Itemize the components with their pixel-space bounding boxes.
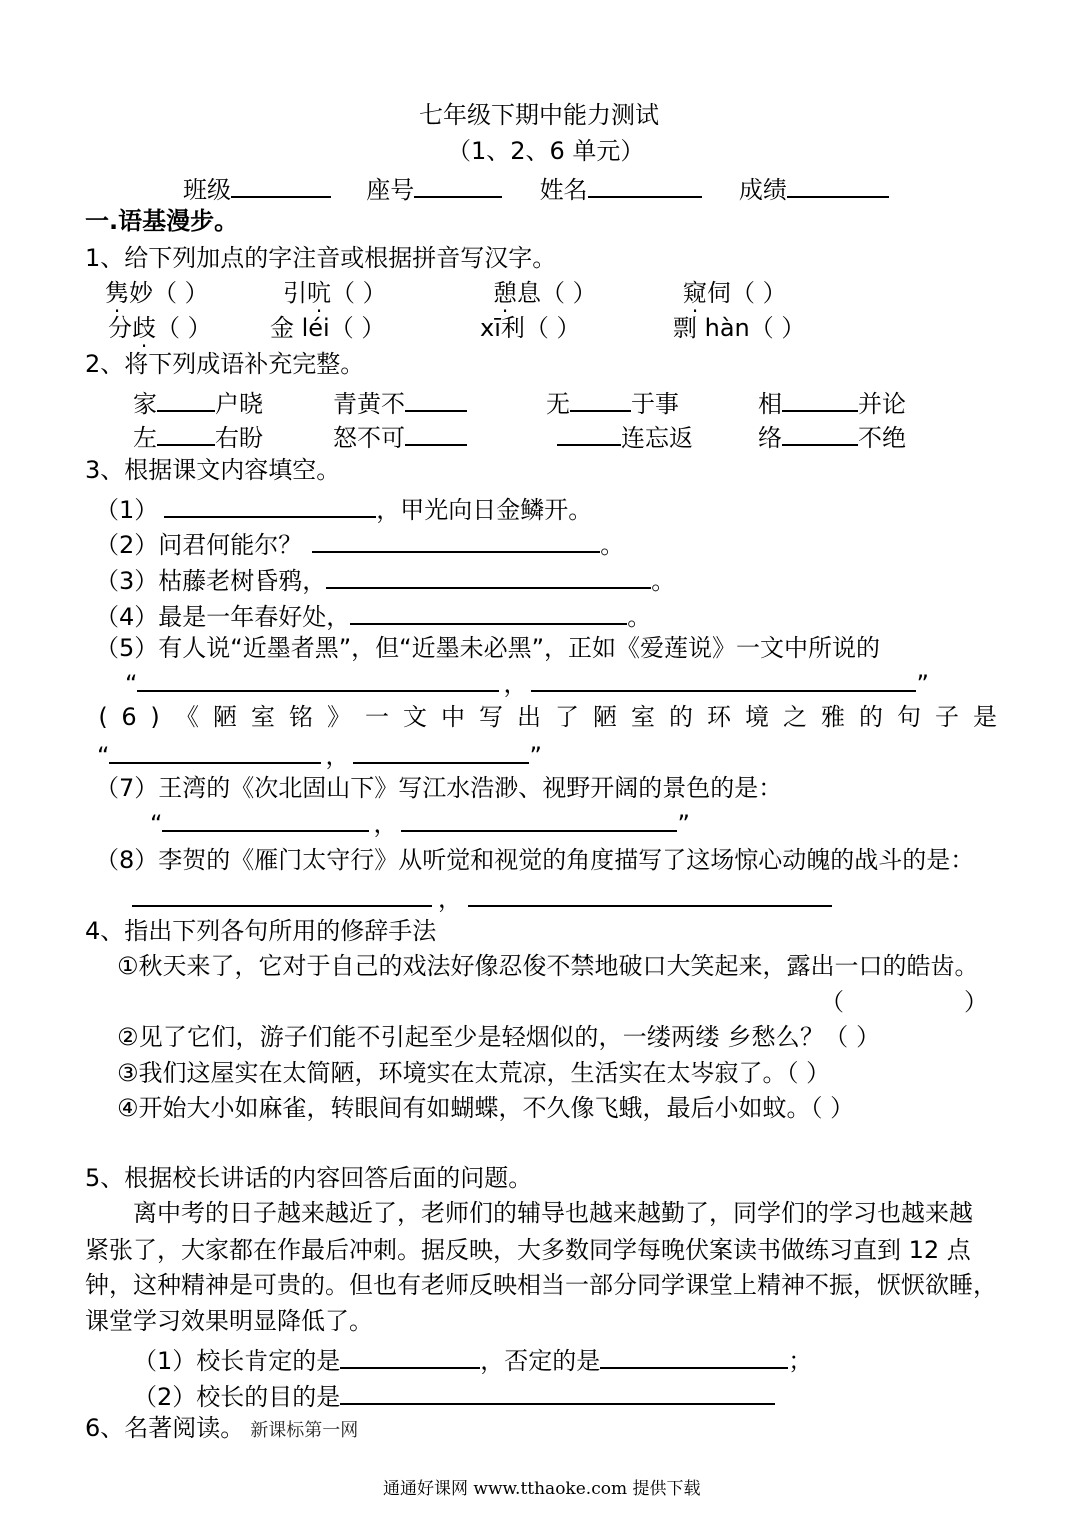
q2-row2-idiom4: 络 不绝 (758, 424, 906, 452)
q3-item5: （5）有人说“近墨者黑”，但“近墨未必黑”，正如《爱莲说》一文中所说的 (95, 634, 881, 662)
q5-para-line2: 紧张了，大家都在作最后冲刺。据反映，大多数同学每晚伏案读书做练习直到 12 点 (85, 1236, 971, 1264)
score-label: 成绩 (738, 176, 787, 204)
q4-sentence3: ③我们这屋实在太简陋，环境实在太荒凉，生活实在太岑寂了。（ ） (117, 1059, 831, 1087)
seat-label: 座号 (366, 176, 415, 204)
q3-item7-blanks: “ ， ” (150, 810, 690, 838)
class-label: 班级 (183, 176, 231, 204)
q3-item1: （1） ，甲光向日金鳞开。 (95, 496, 593, 524)
q3-item6: ( 6 ) 《 陋 室 铭 》 一 文 中 写 出 了 陋 室 的 环 境 之 雅 的 句 子 是 (98, 703, 997, 731)
q3-item3: （3）枯藤老树昏鸦， 。 (95, 567, 676, 595)
q1-row2-item2: 金 léi（ ） (270, 314, 386, 342)
q3-item8: （8）李贺的《雁门太守行》从听觉和视觉的角度描写了这场惊心动魄的战斗的是： (95, 846, 975, 874)
q1-row1-item2: 引吭（ ） (283, 279, 387, 307)
seat-blank[interactable] (414, 174, 502, 198)
q2-row1-idiom2: 青黄不 (333, 388, 467, 416)
q2-row1-idiom1: 家 户晓 (133, 390, 263, 418)
q5-sub2: （2）校长的目的是 (133, 1381, 775, 1409)
class-blank[interactable] (231, 174, 331, 198)
q3-item7: （7）王湾的《次北固山下》写江水浩渺、视野开阔的景色的是： (95, 774, 783, 802)
q4-sentence1: ①秋天来了，它对于自己的戏法好像忍俊不禁地破口大笑起来，露出一口的皓齿。 (117, 952, 979, 980)
q5-para-line4: 课堂学习效果明显降低了。 (85, 1307, 373, 1335)
q3-item6-blanks: “ ， ” (97, 742, 542, 770)
q4-label: 4、指出下列各句所用的修辞手法 (85, 917, 437, 945)
q3-item2: （2）问君何能尔？ 。 (95, 531, 625, 559)
q1-row2-item4: 剽 hàn（ ） (673, 314, 806, 342)
watermark-text: 新课标第一网 (250, 1420, 359, 1441)
page-title: 七年级下期中能力测试 (419, 101, 659, 129)
q1-row1-item3: 憩息（ ） (493, 279, 597, 307)
q5-label: 5、根据校长讲话的内容回答后面的问题。 (85, 1164, 533, 1192)
q1-label: 1、给下列加点的字注音或根据拼音写汉字。 (85, 244, 557, 272)
q2-row2-idiom2: 怒不可 (333, 422, 467, 450)
q3-label: 3、根据课文内容填空。 (85, 456, 341, 484)
q5-sub1: （1）校长肯定的是 ，否定的是 ； (133, 1347, 813, 1375)
q1-row2-item3: xī利（ ） (480, 314, 581, 342)
score-blank[interactable] (787, 174, 889, 198)
q4-sentence2: ②见了它们，游子们能不引起至少是轻烟似的，一缕两缕 乡愁么？（ ） (117, 1023, 881, 1051)
q5-para-line3: 钟，这种精神是可贵的。但也有老师反映相当一部分同学课堂上精神不振，恹恹欲睡， (85, 1271, 997, 1299)
q2-row2-idiom1: 左 右盼 (133, 424, 263, 452)
q2-label: 2、将下列成语补充完整。 (85, 350, 365, 378)
q3-item4: （4）最是一年春好处， 。 (95, 603, 652, 631)
q5-para-line1: 离中考的日子越来越近了，老师们的辅导也越来越勤了，同学们的学习也越来越 (133, 1199, 973, 1227)
q4-sentence4: ④开始大小如麻雀，转眼间有如蝴蝶，不久像飞蛾，最后小如蚊。（ ） (117, 1094, 855, 1122)
q2-row1-idiom3: 无 于事 (546, 390, 679, 418)
name-label: 姓名 (539, 176, 588, 204)
q4-answer1: （ ） (820, 988, 988, 1016)
q3-item8-blanks: ， (132, 883, 832, 911)
page-subtitle: （1、2、6 单元） (447, 137, 645, 165)
page-footer: 通通好课网 www.tthaoke.com 提供下载 (383, 1479, 701, 1499)
q1-row1-item4: 窥伺（ ） (683, 279, 787, 307)
q2-row2-idiom3: 连忘返 (557, 422, 693, 450)
q6-label: 6、名著阅读。 新课标第一网 (85, 1414, 359, 1442)
info-fields (183, 174, 889, 202)
q2-row1-idiom4: 相 并论 (758, 390, 906, 418)
q1-row2-item1: 分歧（ ） (108, 314, 212, 342)
name-blank[interactable] (588, 174, 702, 198)
q3-item5-blanks: “ ， ” (125, 670, 929, 698)
section-heading: 一.语基漫步。 (85, 207, 239, 235)
q1-row1-item1: 隽妙（ ） (105, 279, 209, 307)
